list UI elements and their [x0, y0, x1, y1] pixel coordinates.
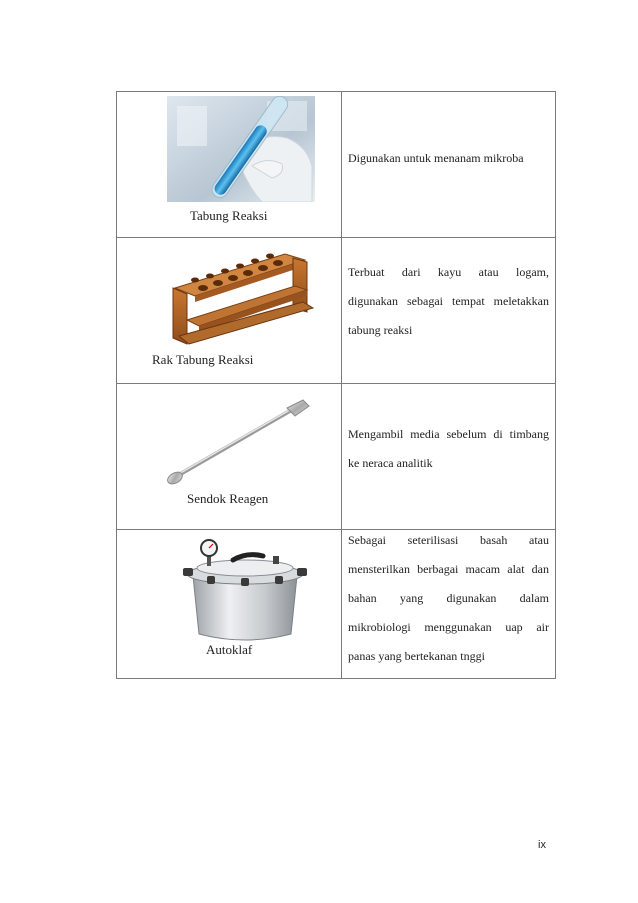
equipment-caption: Sendok Reagen — [187, 491, 269, 506]
description-cell — [342, 384, 556, 530]
image-cell — [117, 92, 342, 238]
description-line: digunakan sebagai tempat meletakkan — [348, 294, 549, 308]
reagent-spoon-icon — [163, 398, 313, 488]
description-line: bahan yang digunakan dalam — [348, 591, 549, 605]
equipment-caption: Autoklaf — [206, 642, 253, 657]
description-line: panas yang bertekanan tnggi — [348, 649, 485, 663]
equipment-description — [348, 258, 549, 345]
description-line: ke neraca analitik — [348, 456, 433, 470]
equipment-description — [348, 420, 549, 478]
test-tube-icon — [167, 96, 315, 202]
image-cell — [117, 238, 342, 384]
test-tube-rack-icon — [165, 240, 317, 350]
description-line: Sebagai seterilisasi basah atau — [348, 533, 549, 547]
equipment-table — [116, 91, 556, 679]
table-row — [117, 238, 556, 384]
equipment-caption: Tabung Reaksi — [190, 208, 268, 223]
description-line: Terbuat dari kayu atau logam, — [348, 265, 549, 279]
description-line: Mengambil media sebelum di timbang — [348, 427, 549, 441]
equipment-description — [348, 526, 549, 671]
description-line: tabung reaksi — [348, 323, 413, 337]
page-number: ix — [538, 839, 546, 851]
description-cell — [342, 530, 556, 679]
table-row — [117, 92, 556, 238]
equipment-caption: Rak Tabung Reaksi — [152, 352, 254, 367]
description-cell — [342, 238, 556, 384]
description-line: Digunakan untuk menanam mikroba — [348, 151, 524, 165]
image-cell — [117, 384, 342, 530]
image-cell — [117, 530, 342, 679]
description-line: mikrobiologi menggunakan uap air — [348, 620, 549, 634]
autoclave-icon — [177, 538, 313, 644]
table-row — [117, 530, 556, 679]
description-line: mensterilkan berbagai macam alat dan — [348, 562, 549, 576]
description-cell — [342, 92, 556, 238]
table-row — [117, 384, 556, 530]
equipment-description — [348, 144, 549, 173]
